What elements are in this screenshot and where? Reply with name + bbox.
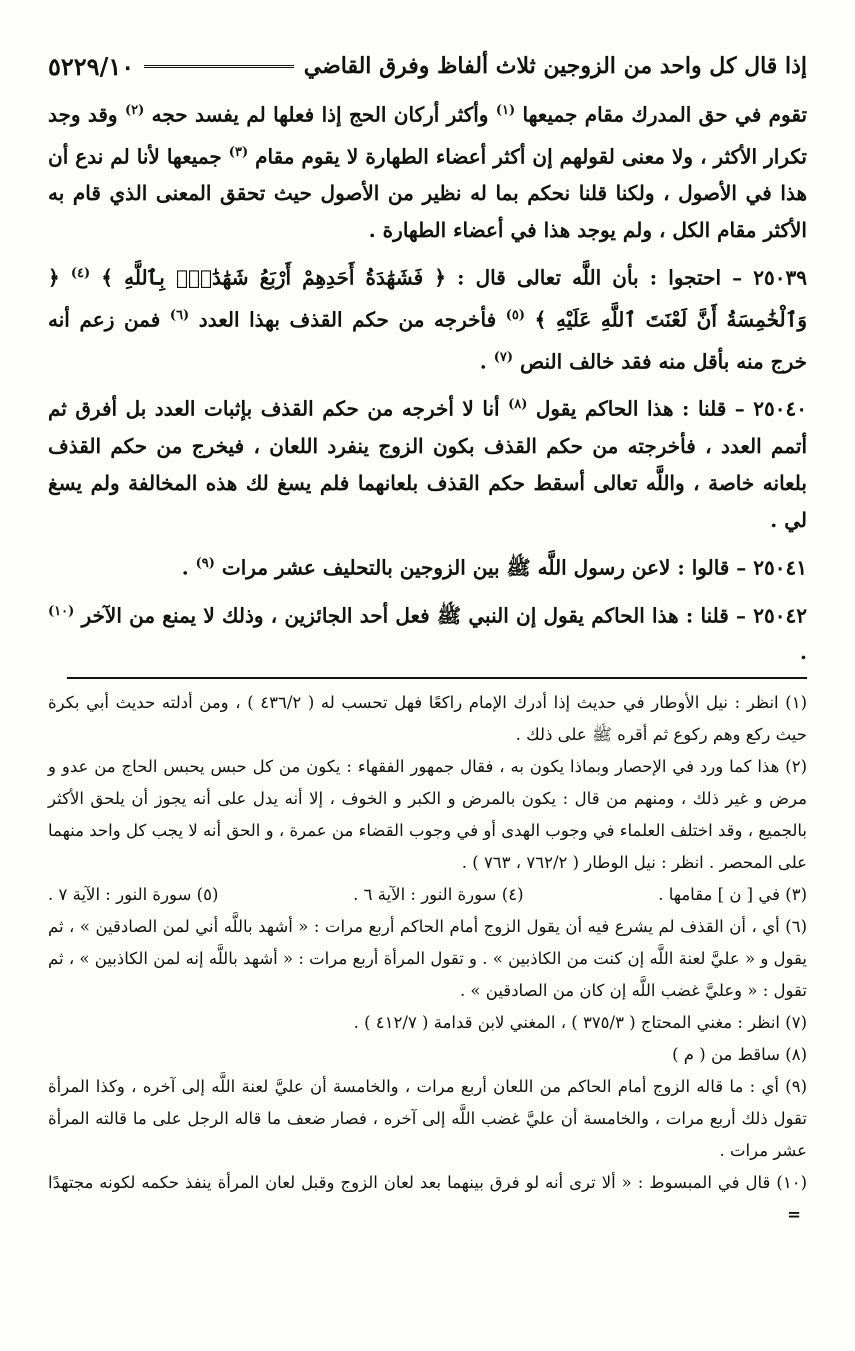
paragraph-number: ٢٥٠٤١ bbox=[753, 555, 807, 580]
text-segment: تقوم في حق المدرك مقام جميعها bbox=[515, 102, 808, 127]
paragraph-intro bbox=[48, 92, 807, 249]
header-title: إذا قال كل واحد من الزوجين ثلاث ألفاظ وفرق القاضي bbox=[303, 53, 807, 79]
footnote-ref: (٥) bbox=[505, 307, 526, 323]
footnote-2: (٢) هذا كما ورد في الإحصار وبماذا يكون به ، فقال جمهور الفقهاء : يكون من كل حبس يحبس الحاج من عدو و مرض و غير ذلك ، ومنهم من قال : يكون بالمرض و الكبر و الخوف ، إلا أنه يدل على أنه يجوز أن يلحق الأكثر بالجميع ، وقد اختلف العلماء في وجوب الهدى أو في وجوب القضاء من عمرة ، و الحق أنه لا يجب كل واحد منهما على المحصر . انظر : نيل الوطار ( ٧٦٢/٢ ، ٧٦٣ ) . bbox=[48, 757, 807, 873]
text-segment: . bbox=[800, 640, 807, 665]
text-segment: – احتجوا : بأن اللَّه تعالى قال : ﴿ فَشَهَٰدَةُ أَحَدِهِمْ أَرْبَعُ شَهَٰدَٰتٍۭ بِٱللَّهِ ﴾ bbox=[90, 265, 743, 290]
footnotes bbox=[48, 687, 807, 1231]
text-segment: . bbox=[181, 555, 196, 580]
footnote-6: (٦) أي ، أن القذف لم يشرع فيه أن يقول الزوج أمام الحاكم أربع مرات : « أشهد باللَّه أني لمن الصادقين » ، ثم يقول و « عليَّ لعنة اللَّه إن كنت من الكاذبين » . و تقول المرأة أربع مرات : « أشهد باللَّه إنه لمن الكاذبين » ، ثم تقول : « وعليَّ غضب اللَّه إن كان من الصادقين » . bbox=[48, 917, 807, 1001]
page-number: ٥٢٢٩/١٠ bbox=[48, 51, 135, 81]
text-segment: فأخرجه من حكم القذف بهذا العدد bbox=[189, 307, 506, 332]
footnote-4: (٤) سورة النور : الآية ٦ . bbox=[353, 885, 524, 905]
footnote-ref: (٩) bbox=[195, 555, 215, 571]
text-segment: – قالوا : لاعن رسول اللَّه ﷺ بين الزوجين بالتحليف عشر مرات bbox=[214, 555, 747, 580]
footnote-ref: (٣) bbox=[228, 144, 249, 160]
text-segment: ﴿ وَٱلْخَٰمِسَةُ أَنَّ لَعْنَتَ ٱللَّهِ عَلَيْهِ ﴾ bbox=[48, 265, 808, 332]
footnote-ref: (٨) bbox=[508, 397, 528, 413]
footnote-row-3-5 bbox=[48, 879, 807, 911]
footnote-7: (٧) انظر : مغني المحتاج ( ٣٧٥/٣ ) ، المغني لابن قدامة ( ٤١٢/٧ ) . bbox=[353, 1013, 807, 1033]
text-segment: وقد وجد تكرار الأكثر ، ولا معنى لقولهم إن أكثر أعضاء الطهارة لا يقوم مقام bbox=[48, 102, 808, 169]
footnote-3: (٣) في [ ن ] مقامها . bbox=[658, 885, 807, 905]
paragraph-number: ٢٥٠٤٢ bbox=[753, 603, 807, 628]
paragraph-number: ٢٥٠٤٠ bbox=[753, 396, 807, 421]
footnote-10 bbox=[48, 1167, 807, 1231]
footnote-ref: (٦) bbox=[169, 307, 190, 323]
footnote-ref: (٢) bbox=[124, 103, 145, 118]
footnote-8: (٨) ساقط من ( م ) bbox=[672, 1045, 807, 1065]
footnote-ref: (٧) bbox=[493, 349, 514, 365]
text-segment: – قلنا : هذا الحاكم يقول bbox=[527, 396, 745, 421]
paragraph-number: ٢٥٠٣٩ bbox=[753, 265, 807, 290]
text-segment: أنا لا أخرجه من حكم القذف بإثبات العدد بل أفرق ثم أتمم العدد ، فأخرجته من حكم القذف بكون الزوج ينفرد اللعان ، فيخرج من حكم القذف بلعانه خاصة ، واللَّه تعالى أسقط حكم القذف بلعانهما فلم يسغ لك هذه المخالفة ولم يسغ لي . bbox=[48, 396, 807, 532]
text-segment: وأكثر أركان الحج إذا فعلها لم يفسد حجه bbox=[144, 102, 496, 127]
continuation-mark: = bbox=[787, 1205, 801, 1225]
paragraph-25042 bbox=[48, 593, 807, 672]
footnote-separator bbox=[67, 677, 807, 679]
footnote-10-text: (١٠) قال في المبسوط : « ألا ترى أنه لو فرق بينهما بعد لعان الزوج وقبل لعان المرأة ينفذ حكمه لكونه مجتهدًا bbox=[48, 1173, 807, 1193]
main-text bbox=[48, 92, 807, 671]
footnote-ref: (٤) bbox=[70, 266, 91, 282]
running-header bbox=[48, 40, 807, 92]
footnote-ref: (١) bbox=[495, 103, 516, 118]
footnote-ref: (١٠) bbox=[48, 603, 75, 619]
header-rule bbox=[144, 65, 294, 68]
paragraph-25041 bbox=[48, 545, 807, 587]
text-segment: جميعها لأنا لم ندع أن هذا في الأصول ، ولكنا قلنا نحكم بما له نظير من الأصول حيث تحقق المعنى الذي قام به الأكثر مقام الكل ، ولم يوجد هذا في أعضاء الطهارة . bbox=[48, 144, 807, 243]
text-segment: . bbox=[479, 349, 494, 374]
text-segment: – قلنا : هذا الحاكم يقول إن النبي ﷺ فعل أحد الجائزين ، وذلك لا يمنع من الآخر bbox=[74, 603, 747, 628]
text-segment: فمن زعم أنه خرج منه بأقل منه فقد خالف النص bbox=[48, 307, 807, 374]
paragraph-25040 bbox=[48, 386, 807, 539]
paragraph-25039 bbox=[48, 255, 807, 380]
footnote-5: (٥) سورة النور : الآية ٧ . bbox=[48, 885, 219, 905]
footnote-1: (١) انظر : نيل الأوطار في حديث إذا أدرك الإمام راكعًا فهل تحسب له ( ٤٣٦/٢ ) ، ومن أدلته حديث أبي بكرة حيث ركع وهم ركوع ثم أقره ﷺ على ذلك . bbox=[48, 693, 807, 745]
footnote-9: (٩) أي : ما قاله الزوج أمام الحاكم من اللعان أربع مرات ، والخامسة أن عليَّ لعنة اللَّه إلى آخره ، وكذا المرأة تقول ذلك أربع مرات ، والخامسة أن عليَّ غضب اللَّه إلى آخره ، فصار ضعف ما قاله الرجل على ما قالته المرأة عشر مرات . bbox=[48, 1077, 807, 1161]
